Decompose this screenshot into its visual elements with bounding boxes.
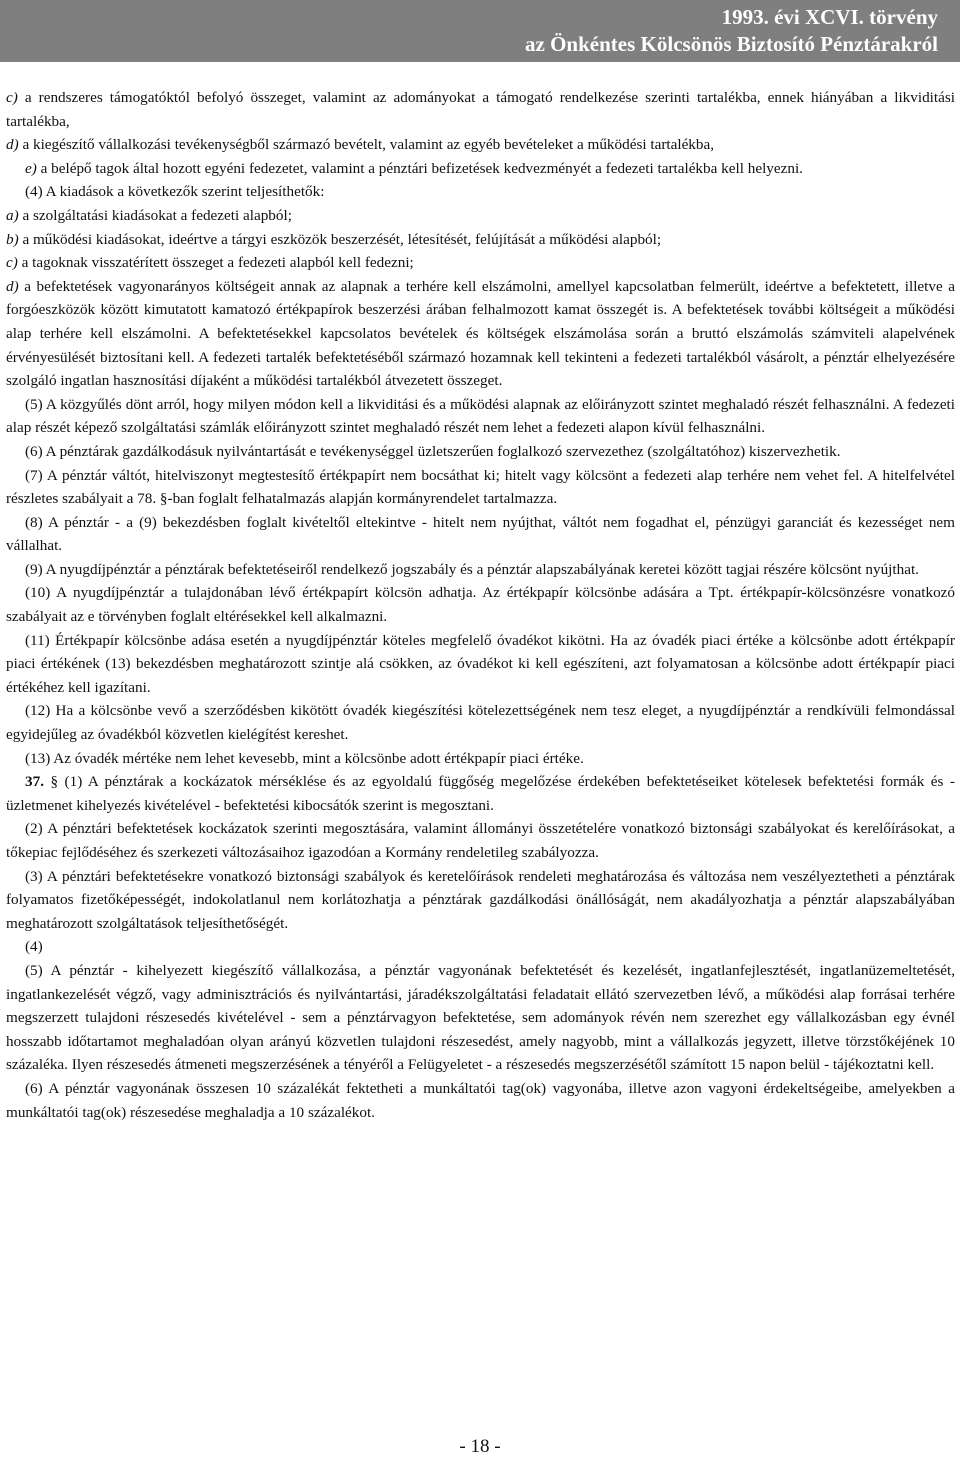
page-header <box>0 0 960 62</box>
paragraph-p20 <box>6 865 955 936</box>
paragraph-text: a befektetések vagyonarányos költségeit annak az alapnak a terhére kell elszámolni, amellyel kapcsolatban felmerült, ideértve a befektetett, illetve a forgóeszközök között kimutatott kamatozó értékpapírok beszerzési árában felhalmozott kamat összegét is. A befektetések további költségeit a működési alap terhére kell elszámolni. A befektetésekkel kapcsolatos bevételek és költségek elszámolása során a bruttó elszámolás számviteli alapelvének érvényesülését biztosítani kell. A fedezeti tartalék befektetéséből származó hozamnak kell tekinteni a fedezeti tartalékból vásárolt, a pénztár elhelyezésére szolgáló ingatlan hasznosítási díjaként a működési tartalékból átvezetett összeget. <box>6 277 955 390</box>
paragraph-p13 <box>6 558 955 582</box>
page-number: - 18 - <box>459 1436 501 1457</box>
paragraph-p3 <box>6 157 955 181</box>
paragraph-text: (4) <box>25 938 43 956</box>
paragraph-text: (11) Értékpapír kölcsönbe adása esetén a nyugdíjpénztár köteles megfelelő óvadékot kikötni. Ha az óvadék piaci értéke a kölcsönbe adott értékpapír piaci értékének (13) bekezdésben meghatározott szintje alá csökken, az óvadékot ki kell egészíteni, azt folyamatosan a kölcsönbe adott értékpapír piaci értékéhez kell igazítani. <box>6 631 955 696</box>
paragraph-p11 <box>6 464 955 511</box>
paragraph-text: a szolgáltatási kiadásokat a fedezeti alapból; <box>18 206 292 224</box>
paragraph-lead-letter: d) <box>6 277 19 295</box>
paragraph-p14 <box>6 581 955 628</box>
section-number: 37. <box>25 773 44 791</box>
paragraph-lead-letter: e) <box>25 159 37 177</box>
paragraph-p6 <box>6 228 955 252</box>
paragraph-p4 <box>6 180 955 204</box>
paragraph-p19 <box>6 817 955 864</box>
header-title-line-2: az Önkéntes Kölcsönös Biztosító Pénztárakról <box>525 32 938 56</box>
paragraph-text: (5) A pénztár - kihelyezett kiegészítő vállalkozása, a pénztár vagyonának befektetését és kezelését, ingatlanfejlesztését, ingatlanüzemeltetését, ingatlankezelését végző, vagy adminisztrációs és nyilvántartási, járadékszolgáltatási feladatait ellátó szervezetben lévő, a működési alap forrásai terhére megszerzett tulajdoni részesedés kivételével - sem a pénztárvagyon befektetése, sem adományok révén nem szerezhet egy vállalkozásban egy évnél hosszabb időtartamot meghaladóan olyan arányú közvetlen tulajdoni részesedést, amely nagyobb, mint a vállalkozás jegyzett, illetve törzstőkéjének 10 százaléka. Ilyen részesedés átmeneti megszerzésének a tényéről a Felügyeletet - a részesedés megszerzésétől számított 15 napon belül - tájékoztatni kell. <box>6 961 955 1074</box>
paragraph-p12 <box>6 511 955 558</box>
paragraph-p17 <box>6 747 955 771</box>
paragraph-text: (7) A pénztár váltót, hitelviszonyt megtestesítő értékpapírt nem bocsáthat ki; hitelt vagy kölcsönt a fedezeti alap terhére nem vehet fel. A hitelfelvétel részletes szabályait a 78. §-ban foglalt felhatalmazás alapján kormányrendelet tartalmazza. <box>6 466 955 508</box>
document-body <box>6 86 955 1124</box>
paragraph-p8 <box>6 275 955 393</box>
paragraph-lead-letter: c) <box>6 89 18 106</box>
paragraph-text: (12) Ha a kölcsönbe vevő a szerződésben kikötött óvadék kiegészítési kötelezettségének nem tesz eleget, a nyugdíjpénztár a rendkívüli felmondással egyidejűleg az óvadékból közvetlen kielégítést kereshet. <box>6 702 955 744</box>
paragraph-text: (4) A kiadások a következők szerint teljesíthetők: <box>25 183 325 201</box>
paragraph-p15 <box>6 629 955 700</box>
paragraph-lead-letter: a) <box>6 206 19 224</box>
paragraph-text: (2) A pénztári befektetések kockázatok szerinti megosztására, valamint állományi összetételére vonatkozó biztonsági szabályokat és kerelőírásokat, a tőkepiac fejlődéséhez és szerkezeti változásaihoz igazodóan a Kormány rendeletileg szabályozza. <box>6 820 955 861</box>
paragraph-lead-letter: d) <box>6 136 19 154</box>
paragraph-text: § (1) A pénztárak a kockázatok mérséklése és az egyoldalú függőség megelőzése érdekében befektetéseiket kötelesek befektetési formák és - üzletmenet kihelyezés kivételével - befektetési kibocsátók szerint is megosztani. <box>6 773 955 814</box>
paragraph-text: a rendszeres támogatóktól befolyó összeget, valamint az adományokat a támogató rendelkezése szerinti tartalékba, ennek hiányában a likviditási tartalékba, <box>6 89 955 130</box>
paragraph-p18 <box>6 770 955 817</box>
paragraph-text: (9) A nyugdíjpénztár a pénztárak befektetéseiről rendelkező jogszabály és a pénztár alapszabályának keretei között tagjai részére kölcsönt nyújthat. <box>25 560 919 578</box>
paragraph-text: (5) A közgyűlés dönt arról, hogy milyen módon kell a likviditási és a működési alapnak az előirányzott szintet meghaladó részét felhasználni. A fedezeti alap részét képező szolgáltatási számlák előirányzott szintet meghaladó részét nem lehet a fedezeti alapon kívül felhasználni. <box>6 395 955 437</box>
paragraph-text: a kiegészítő vállalkozási tevékenységből származó bevételt, valamint az egyéb bevételeket a működési tartalékba, <box>18 136 715 154</box>
paragraph-text: (6) A pénztár vagyonának összesen 10 százalékát fektetheti a munkáltatói tag(ok) vagyonába, illetve azon vagyoni érdekeltségeibe, amelyekben a munkáltatói tag(ok) részesedése meghaladja a 10 százalékot. <box>6 1079 955 1121</box>
paragraph-p5 <box>6 204 955 228</box>
paragraph-text: a működési kiadásokat, ideértve a tárgyi eszközök beszerzését, létesítését, felújítását a működési alapból; <box>18 230 662 248</box>
paragraph-lead-letter: c) <box>6 254 18 272</box>
paragraph-p7 <box>6 251 955 275</box>
paragraph-lead-letter: b) <box>6 230 19 248</box>
header-title-line-1: 1993. évi XCVI. törvény <box>721 5 938 29</box>
paragraph-p1 <box>6 86 955 133</box>
paragraph-text: (3) A pénztári befektetésekre vonatkozó biztonsági szabályok és keretelőírások rendeleti meghatározása és változása nem veszélyeztetheti a pénztárak folyamatos fizetőképességét, indokolatlanul nem korlátozhatja a pénztárak gazdálkodási önállóságát, nem akadályozhatja a pénztár alapszabályában meghatározott szolgáltatások teljesíthetőségét. <box>6 867 955 932</box>
paragraph-p21 <box>6 935 955 959</box>
paragraph-p2 <box>6 133 955 157</box>
paragraph-text: a belépő tagok által hozott egyéni fedezetet, valamint a pénztári befizetések kedvezményét a fedezeti tartalékba kell helyezni. <box>36 159 803 177</box>
paragraph-text: (10) A nyugdíjpénztár a tulajdonában lévő értékpapírt kölcsön adhatja. Az értékpapír kölcsönbe adására a Tpt. értékpapír-kölcsönzésre vonatkozó szabályait az e törvényben foglalt eltérésekkel kell alkalmazni. <box>6 584 955 626</box>
paragraph-text: (6) A pénztárak gazdálkodásuk nyilvántartását e tevékenységgel üzletszerűen foglalkozó szervezethez (szolgáltatóhoz) kiszervezhetik. <box>25 442 841 460</box>
paragraph-text: (13) Az óvadék mértéke nem lehet kevesebb, mint a kölcsönbe adott értékpapír piaci értéke. <box>25 749 584 767</box>
paragraph-p22 <box>6 959 955 1077</box>
paragraph-p10 <box>6 440 955 464</box>
paragraph-p16 <box>6 699 955 746</box>
paragraph-text: (8) A pénztár - a (9) bekezdésben foglalt kivételtől eltekintve - hitelt nem nyújthat, váltót nem fogadhat el, pénzügyi garanciát és kezességet nem vállalhat. <box>6 513 955 555</box>
paragraph-text: a tagoknak visszatérített összeget a fedezeti alapból kell fedezni; <box>17 254 414 272</box>
paragraph-p9 <box>6 393 955 440</box>
paragraph-p23 <box>6 1077 955 1124</box>
